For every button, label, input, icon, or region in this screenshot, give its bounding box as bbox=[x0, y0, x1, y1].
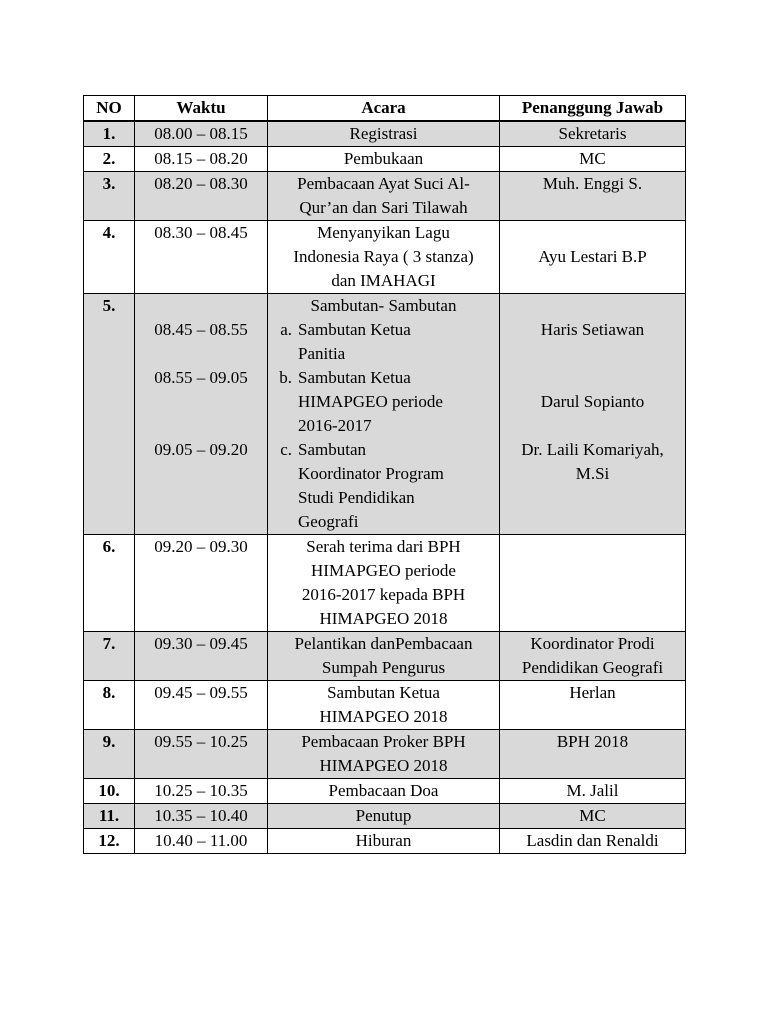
list-item bbox=[270, 318, 497, 366]
event-title: Sambutan- Sambutan bbox=[310, 296, 457, 315]
table-row bbox=[84, 804, 686, 829]
event-line: HIMAPGEO periode bbox=[298, 392, 443, 411]
row-person bbox=[500, 147, 686, 172]
row-time: 10.35 – 10.40 bbox=[135, 804, 268, 829]
header-row bbox=[84, 96, 686, 122]
header-penanggung-jawab: Penanggung Jawab bbox=[500, 96, 686, 122]
person-line: M.Si bbox=[575, 464, 610, 483]
row-event bbox=[268, 121, 500, 147]
row-time: 09.20 – 09.30 bbox=[135, 535, 268, 632]
row-number: 5. bbox=[84, 294, 135, 535]
row-number: 11. bbox=[84, 804, 135, 829]
person-line: Sekretaris bbox=[558, 124, 627, 143]
row-person bbox=[500, 681, 686, 730]
event-line: HIMAPGEO 2018 bbox=[319, 707, 448, 726]
list-marker: b. bbox=[279, 368, 292, 387]
row-person bbox=[500, 730, 686, 779]
table-row bbox=[84, 779, 686, 804]
row-time: 09.45 – 09.55 bbox=[135, 681, 268, 730]
row-number: 2. bbox=[84, 147, 135, 172]
person-line: Koordinator Prodi bbox=[530, 634, 655, 653]
list-item bbox=[270, 366, 497, 438]
row-number: 8. bbox=[84, 681, 135, 730]
table-row bbox=[84, 147, 686, 172]
person-line: Lasdin dan Renaldi bbox=[526, 831, 659, 850]
row-time: 09.55 – 10.25 bbox=[135, 730, 268, 779]
header-no: NO bbox=[84, 96, 135, 122]
list-item bbox=[270, 438, 497, 534]
sub-time: 08.45 – 08.55 bbox=[154, 320, 248, 339]
list-marker: c. bbox=[280, 440, 292, 459]
person-line: Dr. Laili Komariyah, bbox=[521, 440, 664, 459]
table-row bbox=[84, 829, 686, 854]
event-line: Menyanyikan Lagu bbox=[317, 223, 450, 242]
row-event bbox=[268, 730, 500, 779]
event-line: Sambutan Ketua bbox=[298, 368, 411, 387]
person-line: M. Jalil bbox=[566, 781, 619, 800]
row-person bbox=[500, 121, 686, 147]
row-person bbox=[500, 535, 686, 632]
row-person bbox=[500, 829, 686, 854]
row-time: 09.30 – 09.45 bbox=[135, 632, 268, 681]
row-person bbox=[500, 221, 686, 294]
row-number: 3. bbox=[84, 172, 135, 221]
schedule-body bbox=[84, 121, 686, 854]
event-line: Pembacaan Proker BPH bbox=[301, 732, 466, 751]
sub-time: 09.05 – 09.20 bbox=[154, 440, 248, 459]
table-row bbox=[84, 172, 686, 221]
row-event bbox=[268, 829, 500, 854]
header-waktu: Waktu bbox=[135, 96, 268, 122]
row-number: 12. bbox=[84, 829, 135, 854]
event-line: Qur’an dan Sari Tilawah bbox=[299, 198, 468, 217]
event-line: 2016-2017 bbox=[298, 416, 372, 435]
event-line: HIMAPGEO periode bbox=[311, 561, 456, 580]
row-event bbox=[268, 681, 500, 730]
row-person bbox=[500, 804, 686, 829]
header-acara: Acara bbox=[268, 96, 500, 122]
row-event bbox=[268, 221, 500, 294]
row-event bbox=[268, 779, 500, 804]
person-line: Ayu Lestari B.P bbox=[538, 247, 647, 266]
list-marker: a. bbox=[280, 320, 292, 339]
event-line: Panitia bbox=[298, 344, 346, 363]
event-line: HIMAPGEO 2018 bbox=[319, 756, 448, 775]
row-time: 08.20 – 08.30 bbox=[135, 172, 268, 221]
person-line: Haris Setiawan bbox=[540, 320, 645, 339]
sub-time: 08.55 – 09.05 bbox=[154, 368, 248, 387]
row-event bbox=[268, 147, 500, 172]
row-person bbox=[500, 779, 686, 804]
table-row bbox=[84, 535, 686, 632]
event-line: Hiburan bbox=[355, 831, 412, 850]
event-line: Studi Pendidikan bbox=[298, 488, 415, 507]
row-number: 7. bbox=[84, 632, 135, 681]
table-row bbox=[84, 221, 686, 294]
table-row bbox=[84, 730, 686, 779]
event-line: Sambutan Ketua bbox=[298, 320, 411, 339]
event-line: Sambutan Ketua bbox=[327, 683, 440, 702]
row-time bbox=[135, 294, 268, 535]
row-time: 10.25 – 10.35 bbox=[135, 779, 268, 804]
row-event bbox=[268, 172, 500, 221]
row-person bbox=[500, 294, 686, 535]
event-line: Geografi bbox=[298, 512, 359, 531]
sub-event-list bbox=[270, 318, 497, 534]
schedule-table bbox=[83, 95, 686, 854]
event-line: Pembukaan bbox=[343, 149, 424, 168]
person-line: Darul Sopianto bbox=[540, 392, 645, 411]
row-time: 08.15 – 08.20 bbox=[135, 147, 268, 172]
row-number: 9. bbox=[84, 730, 135, 779]
event-line: Serah terima dari BPH bbox=[306, 537, 461, 556]
event-line: dan IMAHAGI bbox=[331, 271, 436, 290]
row-event bbox=[268, 804, 500, 829]
row-person bbox=[500, 632, 686, 681]
event-line: Koordinator Program bbox=[298, 464, 444, 483]
event-line: Indonesia Raya ( 3 stanza) bbox=[293, 247, 474, 266]
person-line: Pendidikan Geografi bbox=[521, 658, 664, 677]
person-line: Herlan bbox=[569, 683, 616, 702]
person-line: MC bbox=[579, 149, 606, 168]
person-line: Muh. Enggi S. bbox=[542, 174, 643, 193]
row-time: 10.40 – 11.00 bbox=[135, 829, 268, 854]
row-person bbox=[500, 172, 686, 221]
row-time: 08.00 – 08.15 bbox=[135, 121, 268, 147]
event-line: HIMAPGEO 2018 bbox=[319, 609, 448, 628]
row-number: 4. bbox=[84, 221, 135, 294]
table-row bbox=[84, 681, 686, 730]
row-time: 08.30 – 08.45 bbox=[135, 221, 268, 294]
event-line: 2016-2017 kepada BPH bbox=[301, 585, 466, 604]
event-line: Registrasi bbox=[349, 124, 418, 143]
row-event bbox=[268, 632, 500, 681]
event-line: Sambutan bbox=[298, 440, 366, 459]
table-row bbox=[84, 294, 686, 535]
person-line: BPH 2018 bbox=[556, 732, 629, 751]
table-row bbox=[84, 632, 686, 681]
event-line: Sumpah Pengurus bbox=[321, 658, 446, 677]
event-line: Pelantikan danPembacaan bbox=[294, 634, 473, 653]
table-row bbox=[84, 121, 686, 147]
person-line: MC bbox=[579, 806, 606, 825]
row-event bbox=[268, 535, 500, 632]
event-line: Pembacaan Ayat Suci Al- bbox=[297, 174, 470, 193]
row-number: 10. bbox=[84, 779, 135, 804]
row-event bbox=[268, 294, 500, 535]
row-number: 1. bbox=[84, 121, 135, 147]
event-line: Pembacaan Doa bbox=[328, 781, 439, 800]
row-number: 6. bbox=[84, 535, 135, 632]
event-line: Penutup bbox=[355, 806, 412, 825]
